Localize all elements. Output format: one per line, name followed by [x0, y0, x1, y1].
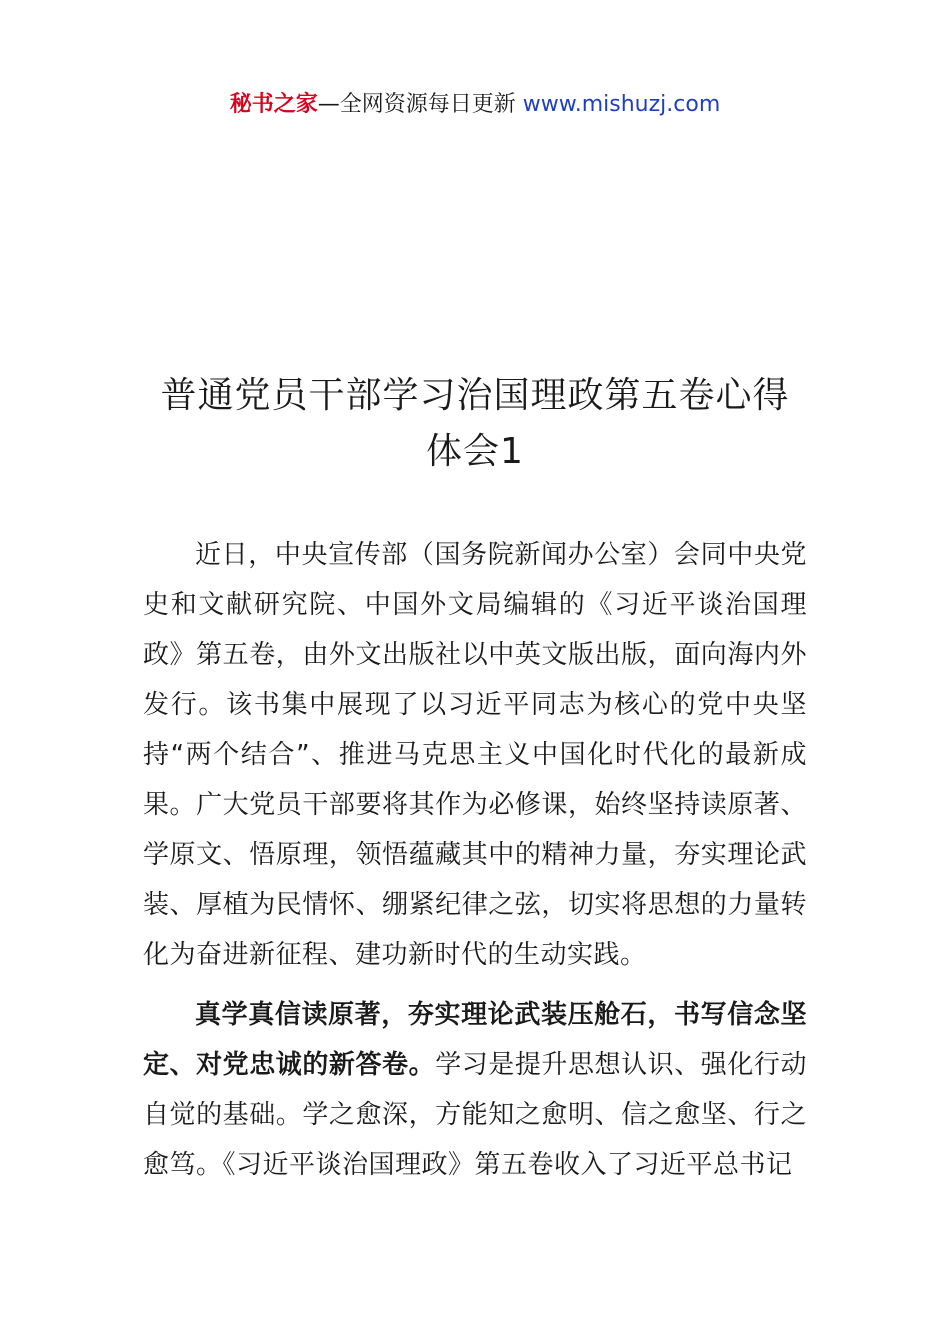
- paragraph-text: 近日，中央宣传部（国务院新闻办公室）会同中央党史和文献研究院、中国外文局编辑的《习近平谈治国理政》第五卷，由外文出版社以中英文版出版，面向海内外发行。该书集中展现了以习近平同志为核心的党中央坚持“两个结合”、推进马克思主义中国化时代化的最新成果。广大党员干部要将其作为必修课，始终坚持读原著、学原文、悟原理，领悟蕴藏其中的精神力量，夯实理论武装、厚植为民情怀、绷紧纪律之弦，切实将思想的力量转化为奋进新征程、建功新时代的生动实践。: [143, 540, 807, 970]
- document-body: [143, 530, 807, 1190]
- document-title: 普通党员干部学习治国理政第五卷心得体会1: [160, 375, 790, 472]
- site-brand: 秘书之家: [229, 92, 318, 117]
- site-header: [0, 88, 950, 122]
- paragraph-intro: [143, 530, 807, 980]
- paragraph-text: 学习是提升思想认识、强化行动自觉的基础。学之愈深，方能知之愈明、信之愈坚、行之愈笃。《习近平谈治国理政》第五卷收入了习近平总书记: [143, 1050, 807, 1180]
- paragraph-section-1: [143, 990, 807, 1190]
- site-url-link[interactable]: www.mishuzj.com: [522, 92, 721, 117]
- site-tagline: —全网资源每日更新: [317, 92, 523, 117]
- paragraph-lead: 真学真信读原著，夯实理论武装压舱石，书写信念坚定、对党忠诚的新答卷。: [143, 1000, 807, 1080]
